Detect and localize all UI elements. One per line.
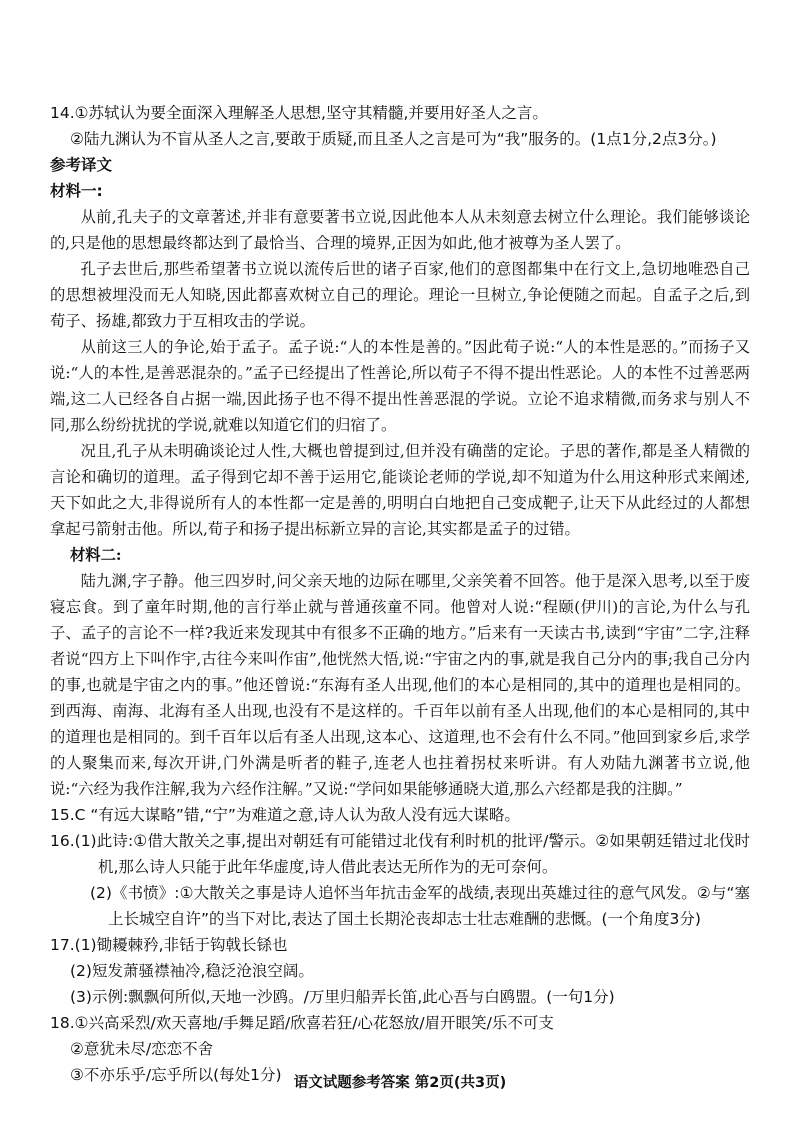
q17-line2: (2)短发萧骚襟袖冷,稳泛沧浪空阔。 [70, 962, 314, 980]
material1-paragraph: 从前,孔夫子的文章著述,并非有意要著书立说,因此他本人从未刻意去树立什么理论。我们能够谈论的,只是他的思想最终都达到了最恰当、合理的境界,正因为如此,他才被尊为圣人罢了。 [50, 208, 750, 252]
q18-line2: ②意犹未尽/恋恋不舍 [70, 1040, 214, 1058]
q16-part1: 16.(1)此诗:①借大散关之事,提出对朝廷有可能错过北伐有利时机的批评/警示。②如果朝廷错过北伐时机,那么诗人只能于此年华虚度,诗人借此表达无所作为的无可奈何。 [50, 832, 750, 876]
page-footer: 语文试题参考答案 第2页(共3页) [293, 1075, 507, 1091]
q18-line1: 18.①兴高采烈/欢天喜地/手舞足蹈/欣喜若狂/心花怒放/眉开眼笑/乐不可支 [50, 1014, 554, 1032]
material1-paragraph: 孔子去世后,那些希望著书立说以流传后世的诸子百家,他们的意图都集中在行文上,急切地唯恐自己的思想被埋没而无人知晓,因此都喜欢树立自己的理论。理论一旦树立,争论便随之而起。自孟子之后,到荀子、扬雄,都致力于互相攻击的学说。 [50, 260, 750, 330]
material1-body [50, 204, 750, 802]
translation-heading: 参考译文 [50, 156, 113, 174]
q17-line3: (3)示例:飘飘何所似,天地一沙鸥。/万里归船弄长笛,此心吾与白鸥盟。(一句1分) [70, 988, 615, 1006]
material2-heading: 材料二: [70, 546, 122, 564]
q17-line1: 17.(1)锄耰棘矜,非铦于钩戟长铩也 [50, 936, 288, 954]
q18-line3: ③不亦乐乎/忘乎所以(每处1分) [70, 1066, 282, 1084]
q15-answer: 15.C “有远大谋略”错,“宁”为难道之意,诗人认为敌人没有远大谋略。 [50, 806, 520, 824]
q14-line2: ②陆九渊认为不盲从圣人之言,要敢于质疑,而且圣人之言是可为“我”服务的。(1点1分,2点3分。) [70, 130, 717, 148]
q14-line1: 14.①苏轼认为要全面深入理解圣人思想,坚守其精髓,并要用好圣人之言。 [50, 104, 548, 122]
material1-paragraph: 况且,孔子从未明确谈论过人性,大概也曾提到过,但并没有确凿的定论。子思的著作,都是圣人精微的言论和确切的道理。孟子得到它却不善于运用它,能谈论老师的学说,却不知道为什么用这种形式来阐述,天下如此之大,非得说所有人的本性都一定是善的,明明白白地把自己变成靶子,让天下从此经过的人都想拿起弓箭射击他。所以,荀子和扬子提出标新立异的言论,其实都是孟子的过错。 [50, 442, 750, 538]
material1-heading: 材料一: [50, 182, 103, 200]
q16-part2: (2)《书愤》:①大散关之事是诗人追怀当年抗击金军的战绩,表现出英雄过往的意气风发。②与“塞上长城空自许”的当下对比,表达了国土长期沦丧却志士壮志难酬的悲慨。(一个角度3分) [90, 884, 750, 928]
material1-paragraph: 从前这三人的争论,始于孟子。孟子说:“人的本性是善的。”因此荀子说:“人的本性是恶的。”而扬子又说:“人的本性,是善恶混杂的。”孟子已经提出了性善论,所以荀子不得不提出性恶论。人的本性不过善恶两端,这二人已经各自占据一端,因此扬子也不得不提出性善恶混的学说。立论不追求精微,而务求与别人不同,那么纷纷扰扰的学说,就难以知道它们的归宿了。 [50, 338, 750, 434]
material2-paragraph: 陆九渊,字子静。他三四岁时,问父亲天地的边际在哪里,父亲笑着不回答。他于是深入思考,以至于废寝忘食。到了童年时期,他的言行举止就与普通孩童不同。他曾对人说:“程颐(伊川)的言论,为什么与孔子、孟子的言论不一样?我近来发现其中有很多不正确的地方。”后来有一天读古书,读到“宇宙”二字,注释者说“四方上下叫作宇,古往今来叫作宙”,他恍然大悟,说:“宇宙之内的事,就是我自己分内的事;我自己分内的事,也就是宇宙之内的事。”他还曾说:“东海有圣人出现,他们的本心是相同的,其中的道理也是相同的。到西海、南海、北海有圣人出现,也没有不是这样的。千百年以前有圣人出现,他们的本心是相同的,其中的道理也是相同的。到千百年以后有圣人出现,这本心、这道理,也不会有什么不同。”他回到家乡后,求学的人聚集而来,每次开讲,门外满是听者的鞋子,连老人也拄着拐杖来听讲。有人劝陆九渊著书立说,他说:“六经为我作注解,我为六经作注解。”又说:“学问如果能够通晓大道,那么六经都是我的注脚。” [50, 572, 750, 798]
